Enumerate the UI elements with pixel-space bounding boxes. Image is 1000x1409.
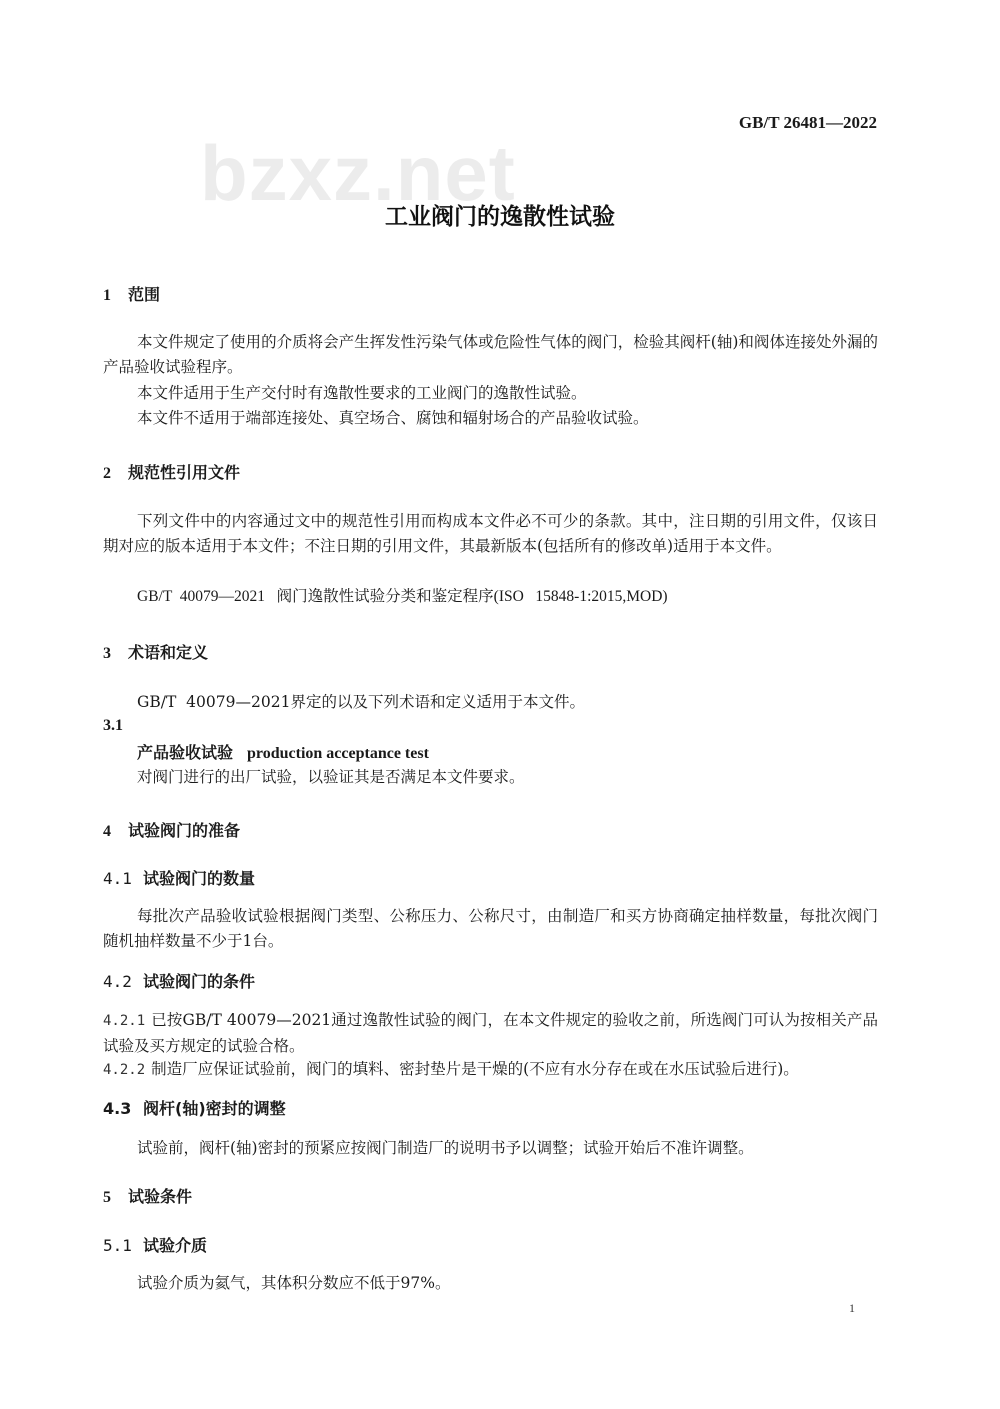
- subsection-number: 4.1: [103, 869, 132, 888]
- clause-number: 4.2.1: [103, 1013, 146, 1029]
- subsection-4-1-heading: [103, 866, 255, 889]
- section-5-heading: [103, 1184, 192, 1207]
- section-1-heading: [103, 282, 160, 305]
- section-1-paragraph-2: 本文件适用于生产交付时有逸散性要求的工业阀门的逸散性试验。: [137, 384, 587, 402]
- term-definition: 对阀门进行的出厂试验，以验证其是否满足本文件要求。: [137, 768, 525, 786]
- section-number: 2: [103, 465, 111, 482]
- subsection-4-3-heading: [103, 1096, 286, 1119]
- section-number: 1: [103, 287, 111, 304]
- section-title: 试验条件: [128, 1187, 193, 1206]
- clause-text: 制造厂应保证试验前，阀门的填料、密封垫片是干燥的(不应有水分存在或在水压试验后进行)。: [151, 1060, 799, 1078]
- subsection-4-3-paragraph: 试验前，阀杆(轴)密封的预紧应按阀门制造厂的说明书予以调整；试验开始后不准许调整。: [137, 1139, 754, 1157]
- subsection-number: 5.1: [103, 1236, 132, 1255]
- section-title: 范围: [128, 285, 161, 304]
- document-title: 工业阀门的逸散性试验: [385, 204, 615, 230]
- normative-reference: GB/T 40079—2021 阀门逸散性试验分类和鉴定程序(ISO 15848-1:2015,MOD): [137, 588, 668, 605]
- section-number: 4: [103, 823, 111, 840]
- subsection-number: 4.3: [103, 1099, 132, 1118]
- watermark: bzxz.net: [200, 129, 516, 217]
- section-2-heading: [103, 460, 240, 483]
- section-title: 试验阀门的准备: [128, 821, 241, 840]
- term-english: production acceptance test: [247, 745, 429, 762]
- subsection-4-2-heading: [103, 969, 255, 992]
- page-number: 1: [849, 1301, 855, 1315]
- subsection-title: 阀杆(轴)密封的调整: [143, 1099, 286, 1118]
- term-name: [137, 740, 429, 763]
- subsection-5-1-paragraph: 试验介质为氦气，其体积分数应不低于97%。: [137, 1274, 451, 1292]
- subsection-title: 试验阀门的条件: [143, 972, 256, 991]
- section-2-paragraph-1: 下列文件中的内容通过文中的规范性引用而构成本文件必不可少的条款。其中，注日期的引用文件，仅该日期对应的版本适用于本文件；不注日期的引用文件，其最新版本(包括所有的修改单)适用于本文件。: [103, 512, 878, 555]
- subsection-4-1-paragraph: 每批次产品验收试验根据阀门类型、公称压力、公称尺寸，由制造厂和买方协商确定抽样数量，每批次阀门随机抽样数量不少于1台。: [103, 907, 878, 950]
- term-chinese: 产品验收试验: [137, 743, 234, 762]
- section-3-heading: [103, 640, 208, 663]
- subsection-title: 试验介质: [143, 1236, 208, 1255]
- section-1-paragraph-3: 本文件不适用于端部连接处、真空场合、腐蚀和辐射场合的产品验收试验。: [137, 409, 649, 427]
- clause-text: 已按GB/T 40079—2021通过逸散性试验的阀门，在本文件规定的验收之前，所选阀门可认为按相关产品试验及买方规定的试验合格。: [103, 1011, 878, 1055]
- clause-number: 4.2.2: [103, 1062, 146, 1078]
- section-number: 3: [103, 645, 111, 662]
- term-number: 3.1: [103, 717, 123, 734]
- subsection-title: 试验阀门的数量: [143, 869, 256, 888]
- clause-4-2-2: [103, 1057, 878, 1083]
- subsection-5-1-heading: [103, 1233, 207, 1256]
- section-4-heading: [103, 818, 240, 841]
- standard-code: GB/T 26481—2022: [738, 113, 877, 132]
- clause-4-2-1: [103, 1008, 878, 1058]
- subsection-number: 4.2: [103, 972, 132, 991]
- section-1-paragraph-1: 本文件规定了使用的介质将会产生挥发性污染气体或危险性气体的阀门，检验其阀杆(轴)和阀体连接处外漏的产品验收试验程序。: [103, 333, 878, 376]
- section-title: 术语和定义: [128, 643, 209, 662]
- section-3-paragraph-1: GB/T 40079—2021界定的以及下列术语和定义适用于本文件。: [137, 693, 585, 711]
- section-title: 规范性引用文件: [128, 463, 241, 482]
- section-number: 5: [103, 1189, 111, 1206]
